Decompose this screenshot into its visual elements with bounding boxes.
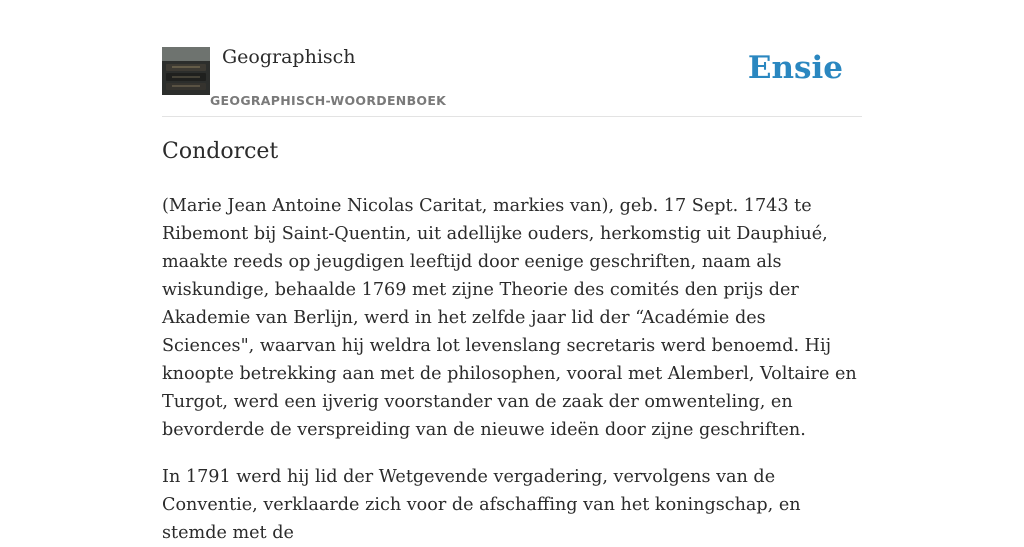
article-paragraph: (Marie Jean Antoine Nicolas Caritat, markies van), geb. 17 Sept. 1743 te Ribemont bij Saint-Quentin, uit adellijke ouders, herkomstig uit Dauphiué, maakte reeds op jeugdigen leeftijd door eenige geschriften, naam als wiskundige, behaalde 1769 met zijne Theorie des comités den prijs der Akademie van Berlijn, werd in het zelfde jaar lid der “Académie des Sciences", waarvan hij weldra lot levenslang secretaris werd benoemd. Hij knoopte betrekking aan met de philosophen, vooral met Alemberl, Voltaire en Turgot, werd een ijverig voorstander van de zaak der omwenteling, en bevorderde de verspreiding van de nieuwe ideën door zijne geschriften.: [162, 196, 857, 440]
article-title: Condorcet: [162, 139, 279, 164]
article-paragraph: In 1791 werd hij lid der Wetgevende vergadering, vervolgens van de Conventie, verklaarde zich voor de afschaffing van het koningschap, en stemde met de: [162, 467, 801, 543]
article-page: [162, 0, 862, 543]
article-header: [162, 0, 862, 117]
books-icon: [162, 47, 210, 95]
ensie-logo[interactable]: Ensie: [747, 50, 843, 86]
source-slug[interactable]: GEOGRAPHISCH-WOORDENBOEK: [210, 93, 447, 108]
source-avatar[interactable]: [162, 47, 210, 95]
source-name[interactable]: Geographisch: [222, 46, 356, 68]
